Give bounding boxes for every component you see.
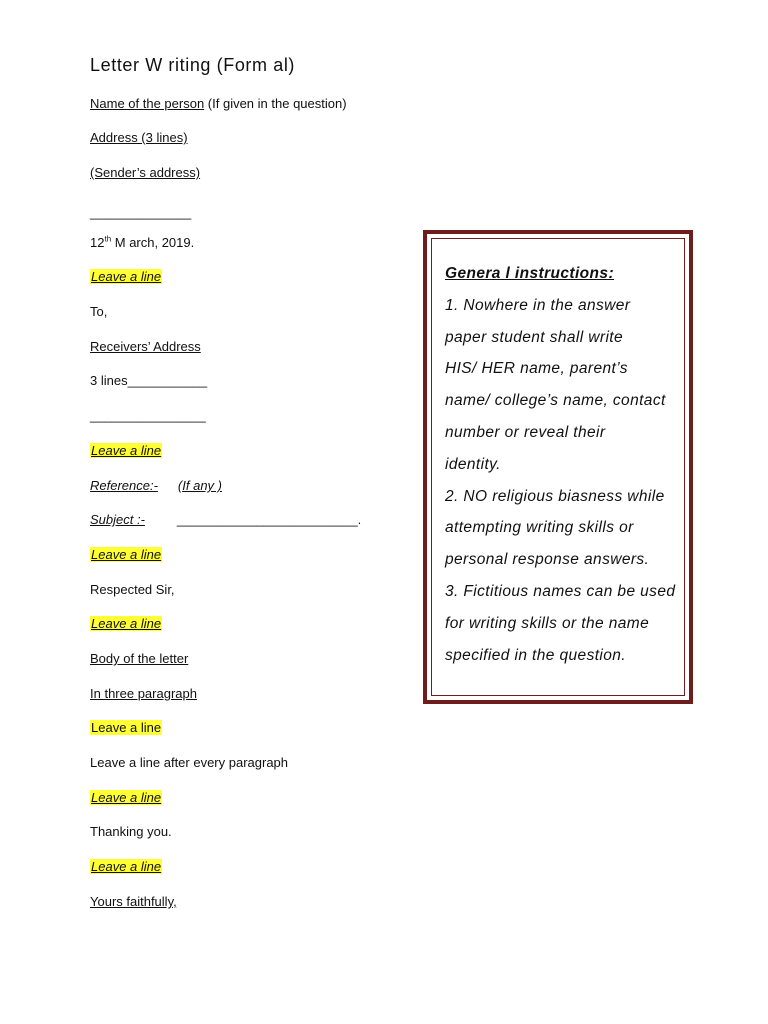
three-lines-line (90, 373, 207, 389)
instructions-line: 1. Nowhere in the answer (445, 296, 631, 314)
date-line (90, 235, 194, 251)
leave-a-line-7 (90, 859, 162, 875)
reference-label: Reference:- (90, 478, 158, 493)
receivers-address-line (90, 339, 201, 355)
instructions-line: number or reveal their (445, 423, 606, 441)
three-lines-blank: ___________ (127, 373, 208, 388)
instructions-line: name/ college’s name, contact (445, 392, 666, 410)
instructions-line: specified in the question. (445, 646, 627, 664)
every-paragraph-line: Leave a line after every paragraph (90, 755, 289, 770)
leave-a-line-label: Leave a line (91, 269, 162, 284)
leave-a-line-label: Leave a line (91, 720, 162, 735)
instructions-line: identity. (445, 455, 501, 473)
subject-label: Subject :- (90, 512, 145, 527)
body-label: Body of the letter (90, 651, 189, 666)
address-label: Address (3 lines) (90, 130, 188, 145)
name-label: Name of the person (90, 96, 205, 111)
leave-a-line-label: Leave a line (91, 616, 162, 631)
paragraphs-label: In three paragraph (90, 686, 197, 701)
instructions-heading: Genera l instructions: (445, 265, 614, 282)
name-note: (If given in the question) (204, 96, 347, 111)
address-line (90, 130, 188, 146)
leave-a-line-label: Leave a line (91, 790, 162, 805)
leave-a-line-5 (90, 720, 162, 736)
leave-a-line-label: Leave a line (91, 859, 162, 874)
reference-line (90, 478, 222, 494)
instructions-box (423, 230, 693, 704)
instructions-line: 3. Fictitious names can be used (445, 582, 676, 600)
instructions-line: paper student shall write (445, 328, 624, 346)
salutation-line: Respected Sir, (90, 582, 175, 597)
to-line: To, (90, 304, 108, 319)
sender-address-line (90, 165, 200, 181)
instructions-content (445, 258, 677, 671)
date-rest: M arch, 2019. (111, 235, 195, 250)
name-of-person-line (90, 96, 347, 112)
leave-a-line-4 (90, 616, 162, 632)
thanking-line: Thanking you. (90, 824, 172, 839)
leave-a-line-1 (90, 269, 162, 285)
paragraphs-line (90, 686, 197, 702)
leave-a-line-label: Leave a line (91, 547, 162, 562)
body-line (90, 651, 188, 667)
subject-value: _________________________. (176, 512, 362, 527)
date-day: 12 (90, 235, 105, 250)
closing-line (90, 894, 177, 910)
leave-a-line-2 (90, 443, 162, 459)
leave-a-line-3 (90, 547, 162, 563)
leave-a-line-label: Leave a line (91, 443, 162, 458)
receivers-address-label: Receivers’ Address (90, 339, 201, 354)
three-lines-label: 3 lines (90, 373, 128, 388)
leave-a-line-6 (90, 790, 162, 806)
date-suffix: th (104, 234, 112, 244)
closing-label: Yours faithfully, (90, 894, 177, 909)
instructions-line: for writing skills or the name (445, 614, 650, 632)
blank-line-1: ______________ (90, 205, 192, 220)
instructions-line: HIS/ HER name, parent’s (445, 360, 628, 378)
instructions-line: attempting writing skills or (445, 519, 634, 537)
instructions-line: 2. NO religious biasness while (445, 487, 665, 505)
blank-line-2: ________________ (90, 408, 206, 423)
subject-line (90, 512, 361, 528)
instructions-line: personal response answers. (445, 551, 650, 569)
page-title: Letter W riting (Form al) (90, 55, 296, 75)
reference-value: (If any ) (177, 478, 222, 493)
sender-address-label: (Sender’s address) (90, 165, 201, 180)
